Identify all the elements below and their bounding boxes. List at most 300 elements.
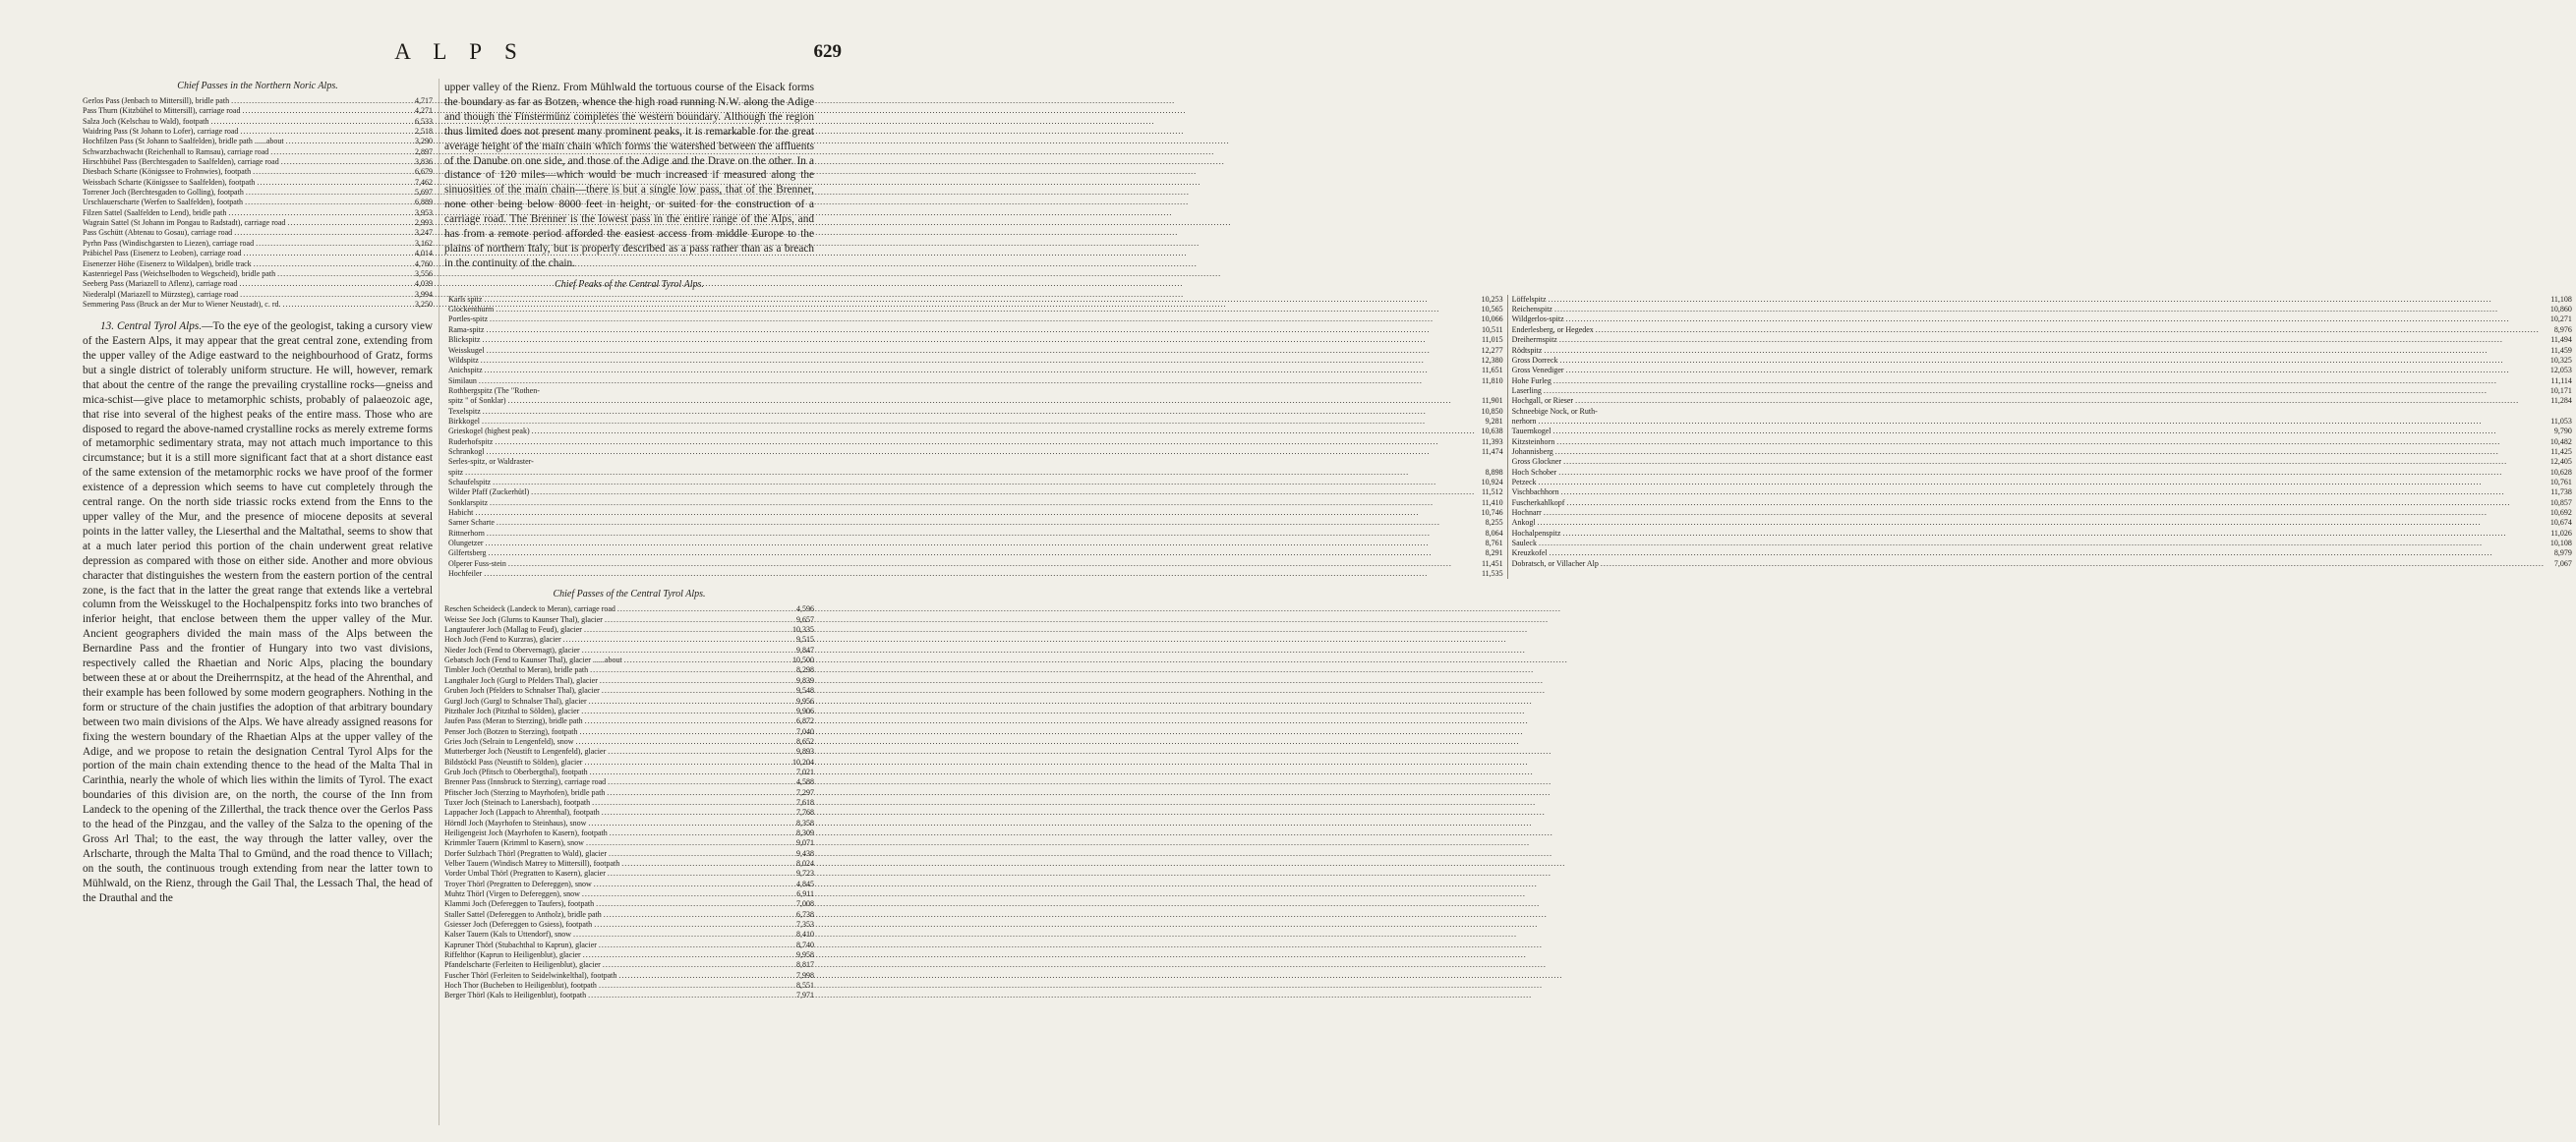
entry-altitude: 10,511 <box>1481 324 1503 334</box>
entry-altitude: 9,958 <box>796 950 814 960</box>
entry-name: Wildspitz <box>448 355 479 365</box>
list-row <box>83 249 433 258</box>
entry-name: Grieskogel (highest peak) <box>448 427 530 436</box>
dot-leader <box>497 518 1476 528</box>
dot-leader <box>531 487 1475 497</box>
dot-leader <box>609 849 787 859</box>
entry-name: Torrener Joch (Berchtesgaden to Golling), footpath <box>83 188 244 198</box>
page-number: 629 <box>813 41 842 62</box>
list-row <box>448 487 1503 497</box>
dot-leader <box>486 325 1475 335</box>
entry-name: Löffelspitz <box>1511 294 1547 304</box>
entry-name: Serles-spitz, or Waldraster- <box>448 457 534 467</box>
entry-altitude: 10,638 <box>1481 427 1503 436</box>
entry-name: Hochfilzen Pass (St Johann to Saalfelden), bridle path ......about <box>83 137 284 146</box>
entry-name: Schaufelspitz <box>448 477 492 486</box>
list-row <box>448 468 1503 478</box>
entry-name: Kastenriegel Pass (Weichselboden to Wegscheid), bridle path <box>83 268 276 278</box>
list-row <box>1512 346 2572 356</box>
entry-name: Ankogl <box>1511 518 1536 528</box>
entry-altitude: 9,790 <box>2553 427 2572 436</box>
list-row <box>83 279 433 289</box>
list-row <box>444 646 814 656</box>
dot-leader <box>588 991 787 1000</box>
dot-leader <box>1601 559 2545 569</box>
dot-leader <box>239 279 405 289</box>
list-row <box>444 899 814 909</box>
dot-leader <box>584 625 787 635</box>
dot-leader <box>508 559 1476 569</box>
dot-leader <box>1549 295 2545 305</box>
dot-leader <box>604 910 787 920</box>
list-row <box>444 981 814 991</box>
entry-altitude: 3,290 <box>415 137 433 146</box>
list-row <box>444 697 814 707</box>
entry-altitude: 10,857 <box>2549 497 2572 507</box>
dot-leader <box>596 899 787 909</box>
list-row <box>448 498 1503 508</box>
entry-name: Blickspitz <box>448 335 481 345</box>
entry-altitude: 8,652 <box>796 736 814 746</box>
entry-altitude: 6,738 <box>796 909 814 919</box>
central-tyrol-peaks-caption: Chief Peaks of the Central Tyrol Alps. <box>555 278 704 290</box>
list-row <box>444 950 814 960</box>
entry-name: Grub Joch (Pfitsch to Oberbergthal), footpath <box>444 767 588 776</box>
dot-leader <box>1550 548 2545 558</box>
list-row <box>444 615 814 625</box>
entry-name: Salza Joch (Kelschau to Wald), footpath <box>83 116 209 126</box>
list-row <box>448 447 1503 457</box>
entry-altitude: 4,760 <box>415 258 433 268</box>
entry-name: Ruderhofspitz <box>448 436 494 446</box>
entry-altitude: 11,810 <box>1481 375 1503 385</box>
dot-leader <box>1544 346 2545 356</box>
entry-altitude: 3,162 <box>415 238 433 248</box>
entry-name: Hochnarr <box>1511 508 1542 517</box>
dot-leader <box>490 314 1476 324</box>
dot-leader <box>607 788 787 798</box>
entry-altitude: 10,108 <box>2549 539 2572 548</box>
entry-altitude: 2,518 <box>415 127 433 137</box>
dot-leader <box>281 157 405 167</box>
dot-leader <box>228 208 405 218</box>
entry-altitude: 6,679 <box>415 167 433 177</box>
dot-leader <box>483 407 1476 417</box>
entry-altitude: 3,836 <box>415 157 433 167</box>
entry-name: Velber Tauern (Windisch Matrey to Mittersill), footpath <box>444 859 620 868</box>
dot-leader <box>610 828 787 838</box>
running-title: A L P S <box>394 39 526 64</box>
entry-altitude: 8,817 <box>796 960 814 970</box>
entry-altitude: 11,015 <box>1481 335 1503 345</box>
dot-leader <box>588 819 787 828</box>
list-row <box>444 960 814 970</box>
list-row <box>448 314 1503 324</box>
list-row <box>444 941 814 950</box>
entry-name: Rödtspitz <box>1511 345 1543 355</box>
continued-paragraph: upper valley of the Rienz. From Mühlwald the tortuous course of the Eisack forms the boundary as far as Botzen, whence the high road running N.W. along the Adige and though the Finstermünz completes the western boundary. Although the region thus limited does not present many prominent peaks, it is remarkable for the great average height of the main chain which forms the watershed between the affluents of the Danube on one side, and those of the Adige and the Drave on the other. In a distance of 120 miles—which would be much increased if measured along the sinuosities of the main chain—there is but a single low pass, that of the Brenner, none other being below 8000 feet in height, or suited for the construction of a carriage road. The Brenner is the lowest pass in the entire range of the Alps, and has from a remote period afforded the easiest access from middle Europe to the plains of northern Italy, but is properly described as a pass rather than as a breach in the continuity of the chain. <box>444 82 814 269</box>
list-row <box>444 930 814 940</box>
dot-leader <box>1560 356 2545 366</box>
list-row <box>1512 529 2572 539</box>
list-row <box>444 635 814 645</box>
entry-name: Pitzthaler Joch (Pitzthal to Sölden), glacier <box>444 706 580 715</box>
list-row <box>83 239 433 249</box>
list-row <box>1512 548 2572 558</box>
entry-name: Rama-spitz <box>448 324 485 334</box>
list-row <box>1512 498 2572 508</box>
entry-altitude: 3,247 <box>415 228 433 238</box>
entry-name: Dreiherrnspitz <box>1511 335 1557 345</box>
entry-altitude: 7,353 <box>796 920 814 930</box>
entry-name: Gruben Joch (Pfelders to Schnalser Thal), glacier <box>444 686 600 696</box>
dot-leader <box>594 920 787 930</box>
list-row <box>444 798 814 808</box>
entry-altitude: 6,911 <box>796 889 814 899</box>
dot-leader <box>1566 366 2545 375</box>
entry-altitude: 8,064 <box>1485 528 1503 538</box>
entry-altitude: 7,768 <box>796 808 814 818</box>
entry-altitude: 8,979 <box>2553 548 2572 558</box>
list-row <box>83 137 433 146</box>
dot-leader <box>234 228 405 238</box>
entry-name: Timbler Joch (Oetzthal to Meran), bridle path <box>444 665 589 675</box>
dot-leader <box>624 656 787 665</box>
entry-altitude: 11,410 <box>1481 497 1503 507</box>
list-row <box>448 417 1503 427</box>
dot-leader <box>282 300 405 310</box>
entry-altitude: 9,723 <box>796 869 814 879</box>
dot-leader <box>242 106 405 116</box>
list-row <box>83 228 433 238</box>
entry-name: Diesbach Scharte (Königssee to Frohnwies), footpath <box>83 167 252 177</box>
entry-name: Gebatsch Joch (Fend to Kaunser Thal), glacier ......about <box>444 656 622 665</box>
list-row <box>448 539 1503 548</box>
list-row <box>83 198 433 207</box>
entry-name: Filzen Sattel (Saalfelden to Lend), bridle path <box>83 207 227 217</box>
dot-leader <box>495 437 1475 447</box>
entry-name: Sauleck <box>1511 539 1537 548</box>
list-row <box>1512 407 2572 417</box>
entry-name: Birkkogel <box>448 416 480 426</box>
entry-altitude: 11,425 <box>2550 446 2572 456</box>
list-row <box>448 518 1503 528</box>
entry-altitude: 11,026 <box>2550 528 2572 538</box>
entry-name: Gsiesser Joch (Defereggen to Gsiess), footpath <box>444 920 593 930</box>
entry-altitude: 9,956 <box>796 696 814 706</box>
dot-leader <box>563 635 787 645</box>
entry-name: Tauernkogel <box>1511 427 1551 436</box>
entry-altitude: 10,924 <box>1481 477 1503 486</box>
dot-leader <box>605 615 787 625</box>
entry-altitude: 8,024 <box>796 859 814 868</box>
dot-leader <box>243 249 405 258</box>
list-row <box>444 838 814 848</box>
entry-name: Wagrain Sattel (St Johann im Pongau to Radstadt), carriage road <box>83 218 286 228</box>
list-row <box>444 849 814 859</box>
entry-name: Sarner Scharte <box>448 518 495 528</box>
entry-name: Hochgall, or Rieser <box>1511 396 1574 406</box>
entry-name: spitz " of Sonklar) <box>448 396 506 406</box>
dot-leader <box>490 498 1476 508</box>
dot-leader <box>584 758 787 768</box>
list-row <box>448 427 1503 436</box>
entry-name: Habicht <box>448 508 474 517</box>
entry-altitude: 6,872 <box>796 716 814 726</box>
list-row <box>444 910 814 920</box>
entry-name: Schneebige Nock, or Ruth- <box>1511 406 1598 416</box>
dot-leader <box>618 971 787 981</box>
dot-leader <box>479 376 1476 386</box>
entry-altitude: 7,462 <box>415 177 433 187</box>
dot-leader <box>482 335 1475 345</box>
entry-name: Pfitscher Joch (Sterzing to Mayrhofen), bridle path <box>444 787 606 797</box>
dot-leader <box>493 478 1476 487</box>
entry-altitude: 9,548 <box>796 686 814 696</box>
list-row <box>83 188 433 198</box>
entry-name: Brenner Pass (Innsbruck to Sterzing), carriage road <box>444 777 607 787</box>
list-row <box>444 889 814 899</box>
entry-altitude: 11,474 <box>1481 446 1503 456</box>
entry-name: Pfandelscharte (Ferleiten to Heiligenblut), glacier <box>444 960 601 970</box>
entry-name: Portles-spitz <box>448 314 488 324</box>
entry-name: Pass Thurn (Kitzbühel to Mittersill), carriage road <box>83 106 241 116</box>
entry-name: Heiligengeist Joch (Mayrhofen to Kasern), footpath <box>444 828 608 837</box>
entry-name: Weisse See Joch (Glurns to Kaunser Thal), glacier <box>444 614 603 624</box>
peaks-column-right <box>1507 295 2576 580</box>
entry-altitude: 9,657 <box>796 614 814 624</box>
entry-name: Hörndl Joch (Mayrhofen to Steinhaus), snow <box>444 818 587 828</box>
entry-altitude: 11,053 <box>2550 416 2572 426</box>
entry-name: Niederalpl (Mariazell to Mürzsteg), carriage road <box>83 289 239 299</box>
entry-name: Wildgerlos-spitz <box>1511 314 1564 324</box>
entry-altitude: 7,021 <box>796 767 814 776</box>
dot-leader <box>287 218 405 228</box>
list-row <box>448 366 1503 375</box>
entry-name: Sonklarspitz <box>448 497 488 507</box>
dot-leader <box>1561 487 2545 497</box>
entry-altitude: 10,171 <box>2549 385 2572 395</box>
entry-name: Riffelthor (Kaprun to Heiligenblut), glacier <box>444 950 581 960</box>
central-tyrol-peaks-table <box>444 294 2572 580</box>
entry-altitude: 7,998 <box>796 970 814 980</box>
entry-name: Muhtz Thörl (Virgen to Defereggen), snow <box>444 889 580 899</box>
dot-leader <box>486 539 1476 548</box>
dot-leader <box>256 239 405 249</box>
list-row <box>1512 518 2572 528</box>
entry-altitude: 4,039 <box>415 279 433 289</box>
list-row <box>444 828 814 838</box>
dot-leader <box>1556 437 2545 447</box>
entry-name: Hochfeiler <box>448 569 483 579</box>
list-row <box>444 676 814 686</box>
entry-name: Weissbach Scharte (Königssee to Saalfelden), footpath <box>83 177 256 187</box>
entry-altitude: 8,976 <box>2553 324 2572 334</box>
entry-name: Gross Glockner <box>1511 457 1562 467</box>
dot-leader <box>1558 468 2545 478</box>
list-row <box>1512 478 2572 487</box>
entry-altitude: 3,953 <box>415 207 433 217</box>
entry-altitude: 8,898 <box>1485 467 1503 477</box>
list-row <box>448 356 1503 366</box>
dot-leader <box>486 447 1475 457</box>
entry-name: Olperer Fuss-stein <box>448 558 506 568</box>
list-row <box>444 859 814 869</box>
entry-altitude: 10,253 <box>1481 294 1503 304</box>
list-row <box>444 656 814 665</box>
list-row <box>444 604 814 614</box>
entry-name: Urschlauerscharte (Werfen to Saalfelden), footpath <box>83 198 244 207</box>
entry-name: Semmering Pass (Bruck an der Mur to Wiener Neustadt), c. rd. <box>83 299 281 309</box>
entry-name: Hoch Joch (Fend to Kurzras), glacier <box>444 635 561 645</box>
entry-name: Schrankogl <box>448 446 485 456</box>
list-row <box>1512 508 2572 518</box>
dot-leader <box>602 808 787 818</box>
list-row <box>1512 305 2572 314</box>
entry-name: Gries Joch (Selrain to Lengenfeld), snow <box>444 736 574 746</box>
entry-altitude: 3,250 <box>415 299 433 309</box>
list-row <box>83 218 433 228</box>
entry-altitude: 8,309 <box>796 828 814 837</box>
entry-altitude: 10,204 <box>792 757 814 767</box>
entry-name: Kapruner Thörl (Stubachthal to Kaprun), glacier <box>444 940 597 949</box>
entry-altitude: 9,515 <box>796 635 814 645</box>
entry-name: Langtauferer Joch (Mallag to Feud), glacier <box>444 625 582 635</box>
entry-altitude: 11,114 <box>2550 375 2572 385</box>
entry-altitude: 10,482 <box>2549 436 2572 446</box>
entry-name: Glockenthurm <box>448 305 495 314</box>
list-row <box>444 869 814 879</box>
entry-altitude: 9,071 <box>796 838 814 848</box>
entry-altitude: 7,008 <box>796 899 814 909</box>
entry-name: Texelspitz <box>448 406 481 416</box>
dot-leader <box>1575 396 2545 406</box>
entry-name: Hirschbühel Pass (Berchtesgaden to Saalfelden), carriage road <box>83 157 279 167</box>
dot-leader <box>602 686 787 696</box>
dot-leader <box>580 727 787 737</box>
list-row <box>448 305 1503 314</box>
list-row <box>83 208 433 218</box>
northern-noric-passes-caption: Chief Passes in the Northern Noric Alps. <box>177 81 338 91</box>
entry-altitude: 2,993 <box>415 218 433 228</box>
list-row <box>444 625 814 635</box>
right-column <box>444 81 2572 1001</box>
dot-leader <box>1539 478 2545 487</box>
list-row <box>444 991 814 1000</box>
list-row <box>1512 396 2572 406</box>
entry-name: Gross Venediger <box>1511 366 1564 375</box>
list-row <box>1512 559 2572 569</box>
list-row <box>444 686 814 696</box>
entry-altitude: 9,893 <box>796 747 814 757</box>
list-row <box>83 96 433 106</box>
entry-altitude: 10,746 <box>1481 508 1503 517</box>
list-row <box>448 335 1503 345</box>
list-row <box>448 548 1503 558</box>
dot-leader <box>481 356 1476 366</box>
entry-name: Petzeck <box>1511 477 1537 486</box>
page-header <box>0 39 920 69</box>
dot-leader <box>1539 539 2545 548</box>
entry-name: Eisenerzer Höhe (Eisenerz to Wildalpen), bridle track <box>83 258 252 268</box>
list-row <box>444 768 814 777</box>
entry-name: Penser Joch (Botzen to Sterzing), footpath <box>444 726 578 736</box>
list-row <box>444 920 814 930</box>
entry-name: Jaufen Pass (Meran to Sterzing), bridle path <box>444 716 583 726</box>
entry-name: Enderlesberg, or Hegedex <box>1511 324 1594 334</box>
entry-name: Hochalpenspitz <box>1511 528 1561 538</box>
dot-leader <box>1553 427 2545 436</box>
dot-leader <box>576 737 787 747</box>
entry-name: Reichenspitz <box>1511 305 1552 314</box>
dot-leader <box>1562 529 2544 539</box>
dot-leader <box>608 747 787 757</box>
list-row <box>448 508 1503 518</box>
central-tyrol-section <box>83 319 433 905</box>
list-row <box>444 788 814 798</box>
dot-leader <box>508 396 1476 406</box>
list-row <box>1512 356 2572 366</box>
entry-altitude: 8,410 <box>796 930 814 940</box>
entry-altitude: 11,108 <box>2550 294 2572 304</box>
central-tyrol-passes-caption: Chief Passes of the Central Tyrol Alps. <box>553 589 706 600</box>
entry-altitude: 11,459 <box>2550 345 2572 355</box>
dot-leader <box>270 147 405 157</box>
entry-altitude: 8,761 <box>1485 539 1503 548</box>
dot-leader <box>487 529 1476 539</box>
entry-name: Kalser Tauern (Kals to Uttendorf), snow <box>444 930 572 940</box>
dot-leader <box>484 295 1475 305</box>
dot-leader <box>603 960 787 970</box>
entry-name: Wilder Pfaff (Zuckerhütl) <box>448 487 530 497</box>
list-row <box>83 269 433 279</box>
dot-leader <box>617 604 787 614</box>
entry-altitude: 5,697 <box>415 188 433 198</box>
dot-leader <box>1563 457 2545 467</box>
list-row <box>1512 417 2572 427</box>
dot-leader <box>231 96 405 106</box>
dot-leader <box>475 508 1475 518</box>
entry-altitude: 3,994 <box>415 289 433 299</box>
dot-leader <box>1538 518 2545 528</box>
entry-altitude: 7,971 <box>796 991 814 1000</box>
entry-altitude: 9,847 <box>796 645 814 655</box>
entry-altitude: 3,556 <box>415 268 433 278</box>
entry-name: Kitzsteinhorn <box>1511 436 1555 446</box>
entry-altitude: 4,014 <box>415 249 433 258</box>
entry-altitude: 7,618 <box>796 797 814 807</box>
dot-leader <box>1559 335 2545 345</box>
list-row <box>1512 427 2572 436</box>
dot-leader <box>1566 498 2544 508</box>
entry-altitude: 8,255 <box>1485 518 1503 528</box>
dot-leader <box>585 716 787 726</box>
entry-altitude: 8,291 <box>1485 548 1503 558</box>
dot-leader <box>1544 386 2545 396</box>
entry-altitude: 4,588 <box>796 777 814 787</box>
entry-altitude: 10,271 <box>2549 314 2572 324</box>
dot-leader <box>489 548 1476 558</box>
dot-leader <box>482 417 1476 427</box>
section-body: —To the eye of the geologist, taking a cursory view of the Eastern Alps, it may appear that the great central zone, extending from the upper valley of the Adige eastward to the neighbourhood of Gratz, forms but a single district of tolerably uniform structure. He will, however, remark that about the centre of the range the prevailing crystalline rocks—gneiss and mica-schist—give place to metamorphic schists, probably of palaeozoic age, that rise into several of the highest peaks of the entire mass. Those who are disposed to regard the above-named crystalline rocks as merely extreme forms of metamorphic sedimentary strata, may not attach much importance to this circumstance; but it is a still more significant fact that at a short distance east of the same extension of the metamorphic rocks we have proof of the former existence of a depression which seems to have cut completely through the central range. On the north side triassic rocks extend from the Enns to the upper valley of the Mur, and the presence of miocene deposits at several points in the latter valley, the Lieserthal and the Maltathal, seems to show that at a much later period this portion of the chain underwent great relative depression as compared with those on either side. Another and more obvious character that distinguishes the western from the eastern portion of the central zone, is the fact that in the latter the great range that extends like a vertebral column from the Weisskugel to the Hochalpenspitz forks into two branches of inferior height, that enclose between them the upper valley of the Mur. Ancient geographers divided the main mass of the Alps between the Bernardine Pass and the frontier of Hungary into two vast divisions, respectively called the Rhaetian and Noric Alps, placing the boundary between these at or about the Dreiherrnspitz, at the head of the Ahrenthal, and their example has been followed by some modern geographers. Nothing in the form or structure of the chain justifies the adoption of that arbitrary boundary between two main divisions of the Alps. We have already assigned reasons for fixing the western boundary of the Rhaetian Alps at the upper valley of the Adige, and we propose to retain the designation Central Tyrol Alps for the portion of the main chain extending thence to the head of the Malta Thal in Carinthia, nearly the whole of which lies within the limits of Tyrol. The exact boundaries of this division are, on the north, the course of the Inn from Landeck to the opening of the Zillerthal, the track thence over the Gerlos Pass to the head of the Pinzgau, and the valley of the Salza to the opening of the Gross Arl Thal; to the east, the way through the latter valley, over the Arlscharte, through the Malta Thal to Gmünd, and the road thence to Villach; on the south, the continuous trough extending from near the latter town to Mühlwald, on the Rienz, through the Gail Thal, the Lessach Thal, the head of the Drauthal and the <box>83 320 433 904</box>
entry-name: Laserling <box>1511 385 1542 395</box>
entry-name: Langthaler Joch (Gurgl to Pfelders Thal), glacier <box>444 675 598 685</box>
list-row <box>444 971 814 981</box>
list-row <box>444 727 814 737</box>
entry-altitude: 12,277 <box>1481 345 1503 355</box>
dot-leader <box>246 188 405 198</box>
entry-name: Troyer Thörl (Pregratten to Defereggen), snow <box>444 879 592 888</box>
